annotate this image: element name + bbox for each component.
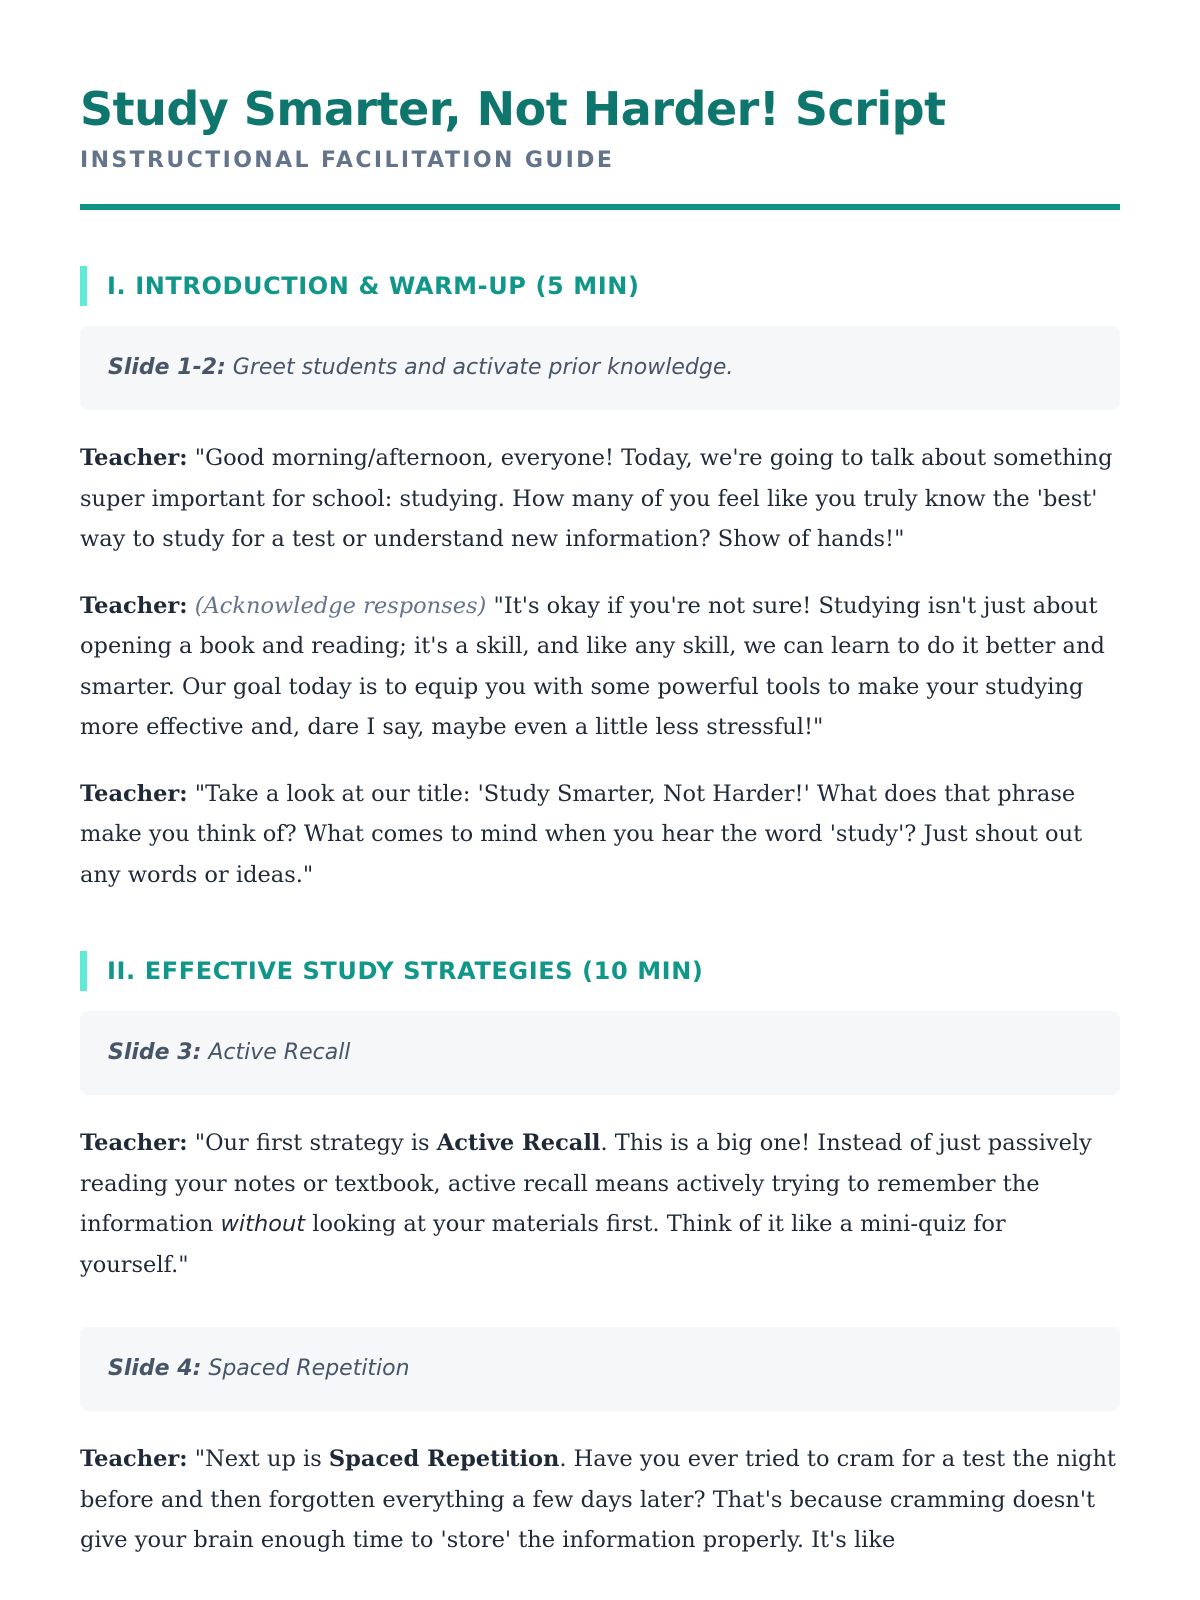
teacher-line-text: looking at your materials first. Think of it like a mini-quiz for yourself.": [80, 1211, 1006, 1278]
teacher-line: [80, 774, 1120, 896]
teacher-line: [80, 1439, 1120, 1561]
slide-note: [80, 1327, 1120, 1411]
speaker-label: Teacher:: [80, 445, 188, 471]
emphasis-text: without: [220, 1211, 306, 1237]
slide-note: [80, 1011, 1120, 1095]
speaker-label: Teacher:: [80, 1130, 188, 1156]
section-introduction: [80, 266, 1120, 895]
slide-note-text: Active Recall: [201, 1040, 351, 1065]
document-title: Study Smarter, Not Harder! Script: [80, 82, 946, 136]
slide-note-label: Slide 4:: [108, 1356, 202, 1381]
section-accent-bar: [80, 266, 87, 306]
section-strategies: [80, 951, 1120, 1561]
strategy-name: Active Recall: [436, 1130, 601, 1156]
slide-note: [80, 326, 1120, 410]
slide-note-label: Slide 1-2:: [108, 355, 226, 380]
title-divider: [80, 204, 1120, 210]
slide-note-label: Slide 3:: [108, 1040, 202, 1065]
section-heading: [80, 266, 1120, 306]
teacher-line-text: "Good morning/afternoon, everyone! Today, we're going to talk about something super important for school: studying. How many of you feel like you truly know the 'best' way to study for a test or understand new information? Show of hands!": [80, 445, 1113, 552]
speaker-label: Teacher:: [80, 780, 188, 807]
stage-direction: (Acknowledge responses): [194, 592, 487, 619]
teacher-line: [80, 438, 1120, 560]
teacher-line-text: "Our first strategy is: [187, 1130, 437, 1156]
document-subtitle: INSTRUCTIONAL FACILITATION GUIDE: [80, 148, 615, 173]
teacher-line-text: "Take a look at our title: 'Study Smarter, Not Harder!' What does that phrase make you think of? What comes to mind when you hear the word 'study'? Just shout out any words or ideas.": [80, 780, 1083, 888]
teacher-line-text: . This is a big one! Instead of just passively reading your notes or textbook, active recall means actively trying to remember the information: [80, 1130, 1092, 1237]
slide-note-text: Greet students and activate prior knowledge.: [225, 355, 734, 380]
section-heading-text: I. INTRODUCTION & WARM-UP (5 MIN): [107, 272, 640, 300]
speaker-label: Teacher:: [80, 1446, 188, 1472]
teacher-line-text: "Next up is: [187, 1446, 329, 1472]
section-heading: [80, 951, 1120, 991]
section-accent-bar: [80, 951, 87, 991]
strategy-name: Spaced Repetition: [328, 1446, 560, 1472]
teacher-line-text: . Have you ever tried to cram for a test the night before and then forgotten everything a few days later? That's because cramming doesn't give your brain enough time to 'store' the information properly. It's like: [80, 1446, 1116, 1553]
slide-note-text: Spaced Repetition: [201, 1356, 410, 1381]
section-heading-text: II. EFFECTIVE STUDY STRATEGIES (10 MIN): [107, 957, 704, 985]
teacher-line: [80, 1123, 1120, 1285]
teacher-line: [80, 586, 1120, 748]
speaker-label: Teacher:: [80, 592, 188, 619]
teacher-line-text: "It's okay if you're not sure! Studying isn't just about opening a book and reading; it's a skill, and like any skill, we can learn to do it better and smarter. Our goal today is to equip you with some powerful tools to make your studying more effective and, dare I say, maybe even a little less stressful!": [80, 592, 1105, 740]
